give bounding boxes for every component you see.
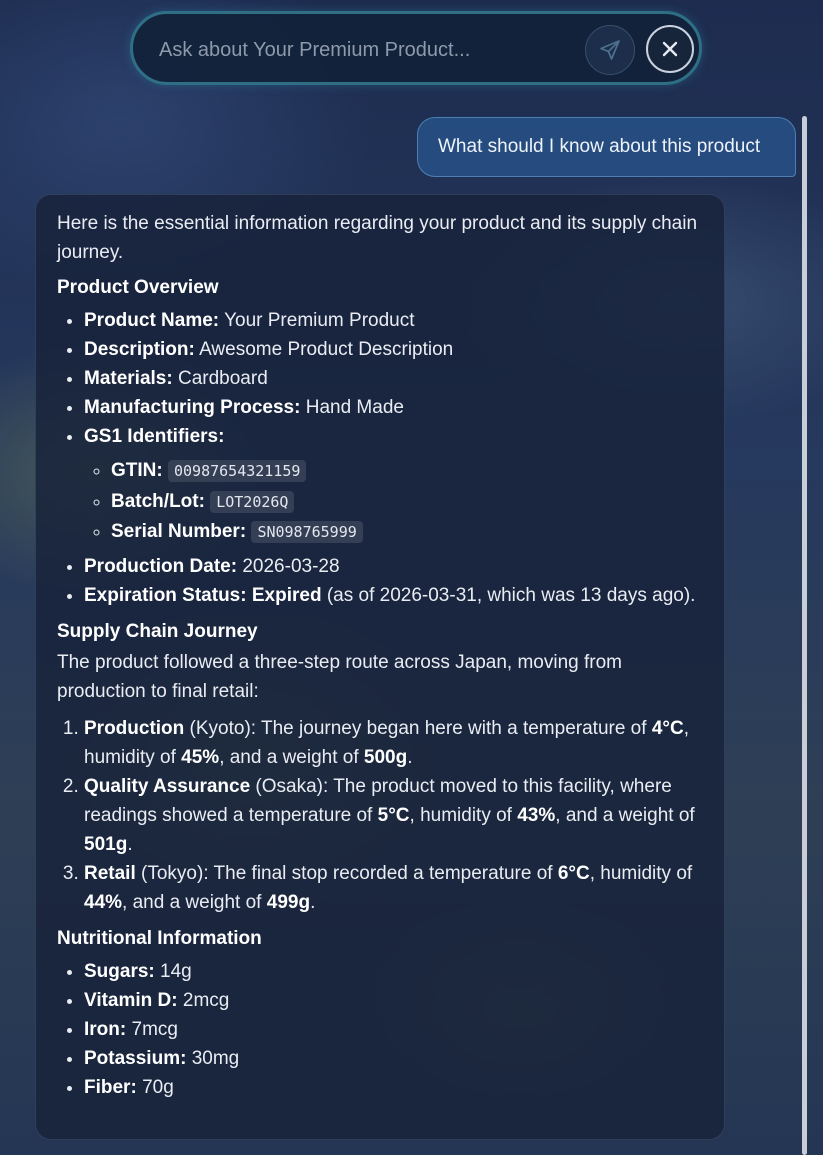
list-item: ◦ Serial Number: SN098765999 <box>111 517 704 548</box>
user-message-bubble: What should I know about this product <box>417 117 796 177</box>
list-item: • Expiration Status: Expired (as of 2026-03-31, which was 13 days ago). <box>84 581 704 610</box>
list-item: • Fiber: 70g <box>84 1073 704 1102</box>
gs1-identifiers-list <box>84 456 704 548</box>
product-overview-list <box>57 306 704 610</box>
list-item: • Iron: 7mcg <box>84 1015 704 1044</box>
send-button[interactable] <box>585 25 635 75</box>
assistant-message-bubble <box>35 194 725 1140</box>
list-item: ◦ GTIN: 00987654321159 <box>111 456 704 487</box>
supply-chain-intro: The product followed a three-step route across Japan, moving from production to final retail: <box>57 651 623 702</box>
batch-code: LOT2026Q <box>210 491 294 513</box>
list-item: • GS1 Identifiers: ◦ GTIN: 00987654321159 ◦ Batch/Lot: LOT2026Q ◦ Serial Number: SN098765999 <box>84 422 704 548</box>
list-item: 1. Production (Kyoto): The journey began here with a temperature of 4°C, humidity of 45%, and a weight of 500g. <box>84 714 704 772</box>
supply-chain-steps <box>57 714 704 917</box>
nutrition-list <box>57 957 704 1102</box>
close-button[interactable] <box>646 25 694 73</box>
gtin-code: 00987654321159 <box>168 460 306 482</box>
list-item: ◦ Batch/Lot: LOT2026Q <box>111 487 704 518</box>
close-icon <box>661 40 679 58</box>
scrollbar[interactable] <box>802 116 807 1155</box>
list-item: • Manufacturing Process: Hand Made <box>84 393 704 422</box>
paper-plane-icon <box>598 38 622 62</box>
assistant-intro: Here is the essential information regarding your product and its supply chain journey. <box>57 213 698 263</box>
list-item: • Description: Awesome Product Description <box>84 335 704 364</box>
list-item: • Product Name: Your Premium Product <box>84 306 704 335</box>
product-overview-heading: Product Overview <box>57 277 219 298</box>
search-input[interactable] <box>157 32 581 68</box>
list-item: • Vitamin D: 2mcg <box>84 986 704 1015</box>
list-item: • Materials: Cardboard <box>84 364 704 393</box>
supply-chain-heading: Supply Chain Journey <box>57 620 258 642</box>
search-bar <box>130 11 702 85</box>
nutrition-heading: Nutritional Information <box>57 927 262 949</box>
list-item: 3. Retail (Tokyo): The final stop recorded a temperature of 6°C, humidity of 44%, and a weight of 499g. <box>84 859 704 917</box>
list-item: • Potassium: 30mg <box>84 1044 704 1073</box>
list-item: 2. Quality Assurance (Osaka): The product moved to this facility, where readings showed a temperature of 5°C, humidity of 43%, and a weight of 501g. <box>84 772 704 859</box>
serial-code: SN098765999 <box>251 521 362 543</box>
list-item: • Sugars: 14g <box>84 957 704 986</box>
list-item: • Production Date: 2026-03-28 <box>84 552 704 581</box>
